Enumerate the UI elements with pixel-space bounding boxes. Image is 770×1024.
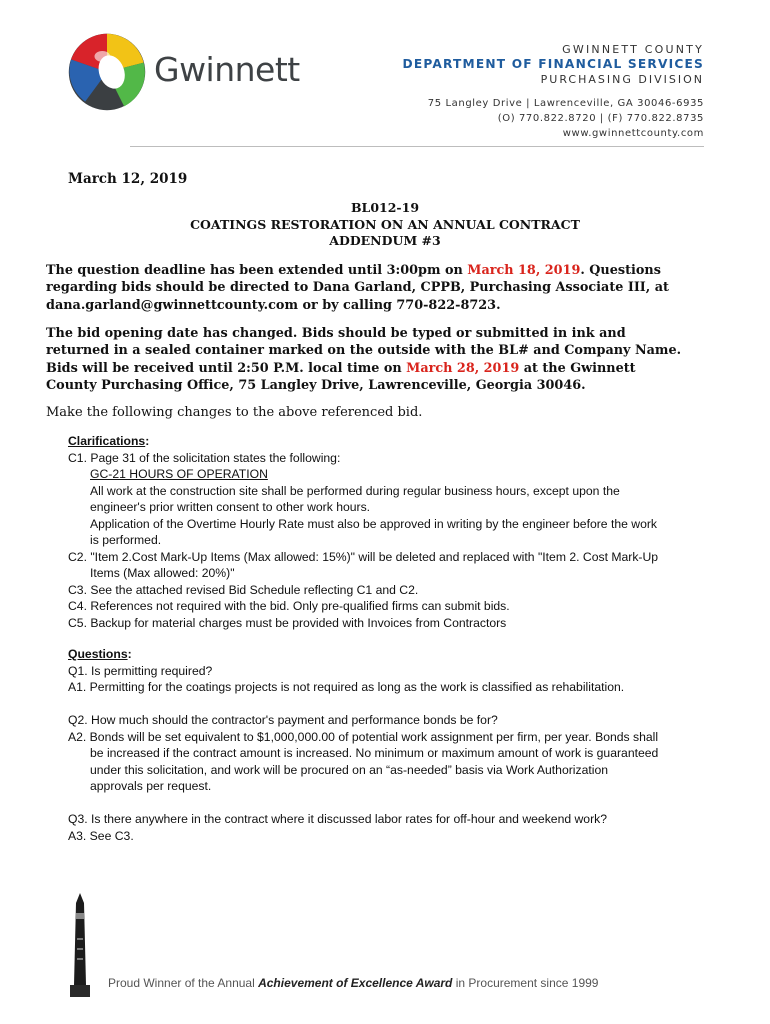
gwinnett-logo-icon <box>68 33 146 111</box>
questions-section: Questions: Q1. Is permitting required? A1. Permitting for the coatings projects is not required as long as the work is classified as rehabilitation. Q2. How much should the contractor's payment and performance bonds be for? A2. Bonds will be set equivalent to $1,000,000.00 of potential work assignment per firm, per year. Bonds shall be increased if the contract amount is increased. No minimum or maximum amount of work is guaranteed under this solicitation, and work will be procured on an “as-needed” basis via Work Authorization approvals per request. Q3. Is there anywhere in the contract where it discussed labor rates for off-hour and weekend work? A3. See C3. <box>68 646 708 844</box>
bid-number: BL012-19 <box>350 200 420 215</box>
p1-text-a: The question deadline has been extended until 3:00pm on <box>46 263 468 278</box>
p2-text-b: at the Gwinnett County Purchasing Office, 75 Langley Drive, Lawrenceville, Georgia 30046. <box>46 360 636 393</box>
list-item: Application of the Overtime Hourly Rate must also be approved in writing by the engineer before the work <box>90 516 658 531</box>
list-item: All work at the construction site shall be performed during regular business hours, except upon the <box>90 483 620 498</box>
addendum-number: ADDENDUM #3 <box>329 233 441 248</box>
list-item: C3. See the attached revised Bid Schedule reflecting C1 and C2. <box>68 582 419 597</box>
list-item: under this solicitation, and work will be procured on an “as-needed” basis via Work Authorization <box>90 762 609 777</box>
p1-text-b: . Questions regarding bids should be directed to Dana Garland, CPPB, Purchasing Associate III, at dana.garland@gwinnettcounty.com or by calling 770-822-8723. <box>46 263 669 313</box>
header-divider <box>130 146 704 147</box>
bid-opening-paragraph <box>46 325 686 394</box>
p2-text-a: The bid opening date has changed. Bids should be typed or submitted in ink and returned in a sealed container marked on the outside with the BL# and Company Name. Bids will be received until 2:50 P.M. local time on <box>46 326 682 376</box>
list-item: Items (Max allowed: 20%)" <box>90 566 235 580</box>
list-item: Q1. Is permitting required? <box>68 663 213 678</box>
list-item: C4. References not required with the bid. Only pre-qualified firms can submit bids. <box>68 599 510 613</box>
list-item: GC-21 HOURS OF OPERATION <box>90 467 268 481</box>
award-footer <box>108 976 598 990</box>
list-item: C5. Backup for material charges must be provided with Invoices from Contractors <box>68 615 507 630</box>
list-item: C1. Page 31 of the solicitation states the following: <box>68 450 341 465</box>
clarifications-section: Clarifications: C1. Page 31 of the solicitation states the following: GC-21 HOURS OF OPERATION All work at the construction site shall be performed during regular business hours, except upon the engineer's prior written consent to other work hours. Application of the Overtime Hourly Rate must also be approved in writing by the engineer before the work is performed. C2. "Item 2.Cost Mark-Up Items (Max allowed: 15%)" will be deleted and replaced with "Item 2. Cost Mark-Up Items (Max allowed: 20%)" C3. See the attached revised Bid Schedule reflecting C1 and C2. C4. References not required with the bid. Only pre-qualified firms can submit bids. C5. Backup for material charges must be provided with Invoices from Contractors <box>68 433 708 631</box>
intro-line: Make the following changes to the above referenced bid. <box>46 405 423 420</box>
list-item: approvals per request. <box>90 779 212 793</box>
list-item: A3. See C3. <box>68 828 134 843</box>
award-name: Achievement of Excellence Award <box>258 976 453 990</box>
letter-date: March 12, 2019 <box>68 171 188 187</box>
county-name: GWINNETT COUNTY <box>562 43 704 56</box>
department-name: DEPARTMENT OF FINANCIAL SERVICES <box>402 57 704 71</box>
list-item: Q2. How much should the contractor's payment and performance bonds be for? <box>68 713 498 727</box>
address: 75 Langley Drive | Lawrenceville, GA 30046-6935 <box>427 98 704 109</box>
phone-fax: (O) 770.822.8720 | (F) 770.822.8735 <box>497 113 704 124</box>
list-item: Q3. Is there anywhere in the contract where it discussed labor rates for off-hour and weekend work? <box>68 812 608 826</box>
footer-suffix: in Procurement since 1999 <box>452 976 599 990</box>
letter-titles <box>0 200 770 250</box>
list-item: A2. Bonds will be set equivalent to $1,000,000.00 of potential work assignment per firm, per year. Bonds shall <box>68 729 659 744</box>
website-link[interactable]: www.gwinnettcounty.com <box>562 128 704 139</box>
questions-heading: Questions <box>68 647 128 661</box>
list-item: A1. Permitting for the coatings projects is not required as long as the work is classified as rehabilitation. <box>68 680 625 694</box>
award-trophy-icon <box>66 893 94 997</box>
list-item: engineer's prior written consent to other work hours. <box>90 500 371 514</box>
deadline-paragraph <box>46 262 686 314</box>
division-name: PURCHASING DIVISION <box>540 73 704 86</box>
footer-prefix: Proud Winner of the Annual <box>108 976 259 990</box>
list-item: be increased if the contract amount is increased. No minimum or maximum amount of work is guaranteed <box>90 746 659 760</box>
list-item: C2. "Item 2.Cost Mark-Up Items (Max allowed: 15%)" will be deleted and replaced with "Item 2. Cost Mark-Up <box>68 549 659 564</box>
brand-wordmark: Gwinnett <box>154 50 300 89</box>
question-deadline-date: March 18, 2019 <box>467 263 581 278</box>
bid-opening-date: March 28, 2019 <box>406 360 520 376</box>
clarifications-heading: Clarifications <box>68 434 146 448</box>
agency-block <box>403 42 705 141</box>
bid-title: COATINGS RESTORATION ON AN ANNUAL CONTRACT <box>190 216 580 232</box>
list-item: is performed. <box>90 533 162 547</box>
